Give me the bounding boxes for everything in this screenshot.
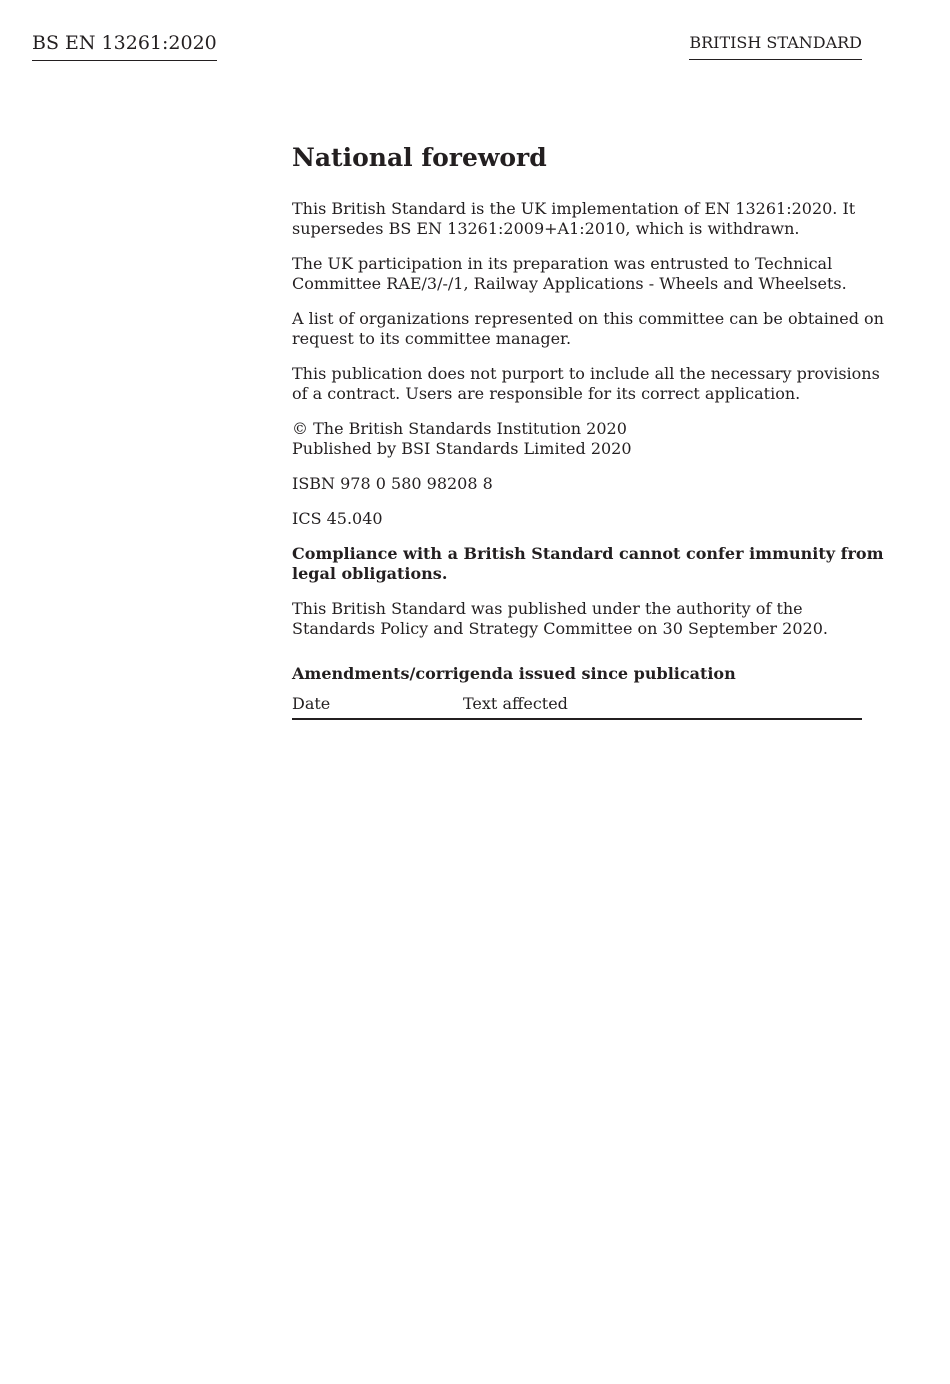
implementation-paragraph (292, 199, 862, 239)
column-header-text-affected: Text affected (463, 694, 568, 713)
amendments-heading: Amendments/corrigenda issued since publication (292, 664, 736, 683)
compliance-notice (292, 544, 884, 584)
isbn: ISBN 978 0 580 98208 8 (292, 474, 493, 493)
committee-paragraph (292, 254, 862, 294)
contract-disclaimer-paragraph (292, 364, 880, 404)
paragraph-line: request to its committee manager. (292, 329, 572, 348)
authority-paragraph (292, 599, 862, 639)
ics-code: ICS 45.040 (292, 509, 383, 528)
paragraph-line: A list of organizations represented on this committee can be obtained on (292, 309, 884, 328)
organizations-paragraph (292, 309, 884, 349)
paragraph-line: This publication does not purport to include all the necessary provisions (292, 364, 880, 383)
paragraph-line: supersedes BS EN 13261:2009+A1:2010, which is withdrawn. (292, 219, 800, 238)
paragraph-line: of a contract. Users are responsible for its correct application. (292, 384, 801, 403)
publisher-line: Published by BSI Standards Limited 2020 (292, 439, 632, 458)
paragraph-line: Compliance with a British Standard cannot confer immunity from (292, 544, 884, 563)
column-header-date: Date (292, 694, 331, 713)
paragraph-line: This British Standard was published under the authority of the (292, 599, 803, 618)
paragraph-line: Committee RAE/3/-/1, Railway Applications - Wheels and Wheelsets. (292, 274, 847, 293)
standard-type-label: BRITISH STANDARD (689, 32, 862, 60)
document-id: BS EN 13261:2020 (32, 31, 217, 61)
section-title: National foreword (292, 143, 547, 172)
national-foreword-section (292, 142, 884, 720)
paragraph-line: The UK participation in its preparation was entrusted to Technical (292, 254, 833, 273)
copyright-notice (292, 419, 862, 459)
paragraph-line: legal obligations. (292, 564, 448, 583)
amendments-table (292, 694, 862, 720)
paragraph-line: Standards Policy and Strategy Committee on 30 September 2020. (292, 619, 828, 638)
paragraph-line: This British Standard is the UK implementation of EN 13261:2020. It (292, 199, 856, 218)
copyright-line: © The British Standards Institution 2020 (292, 419, 627, 438)
